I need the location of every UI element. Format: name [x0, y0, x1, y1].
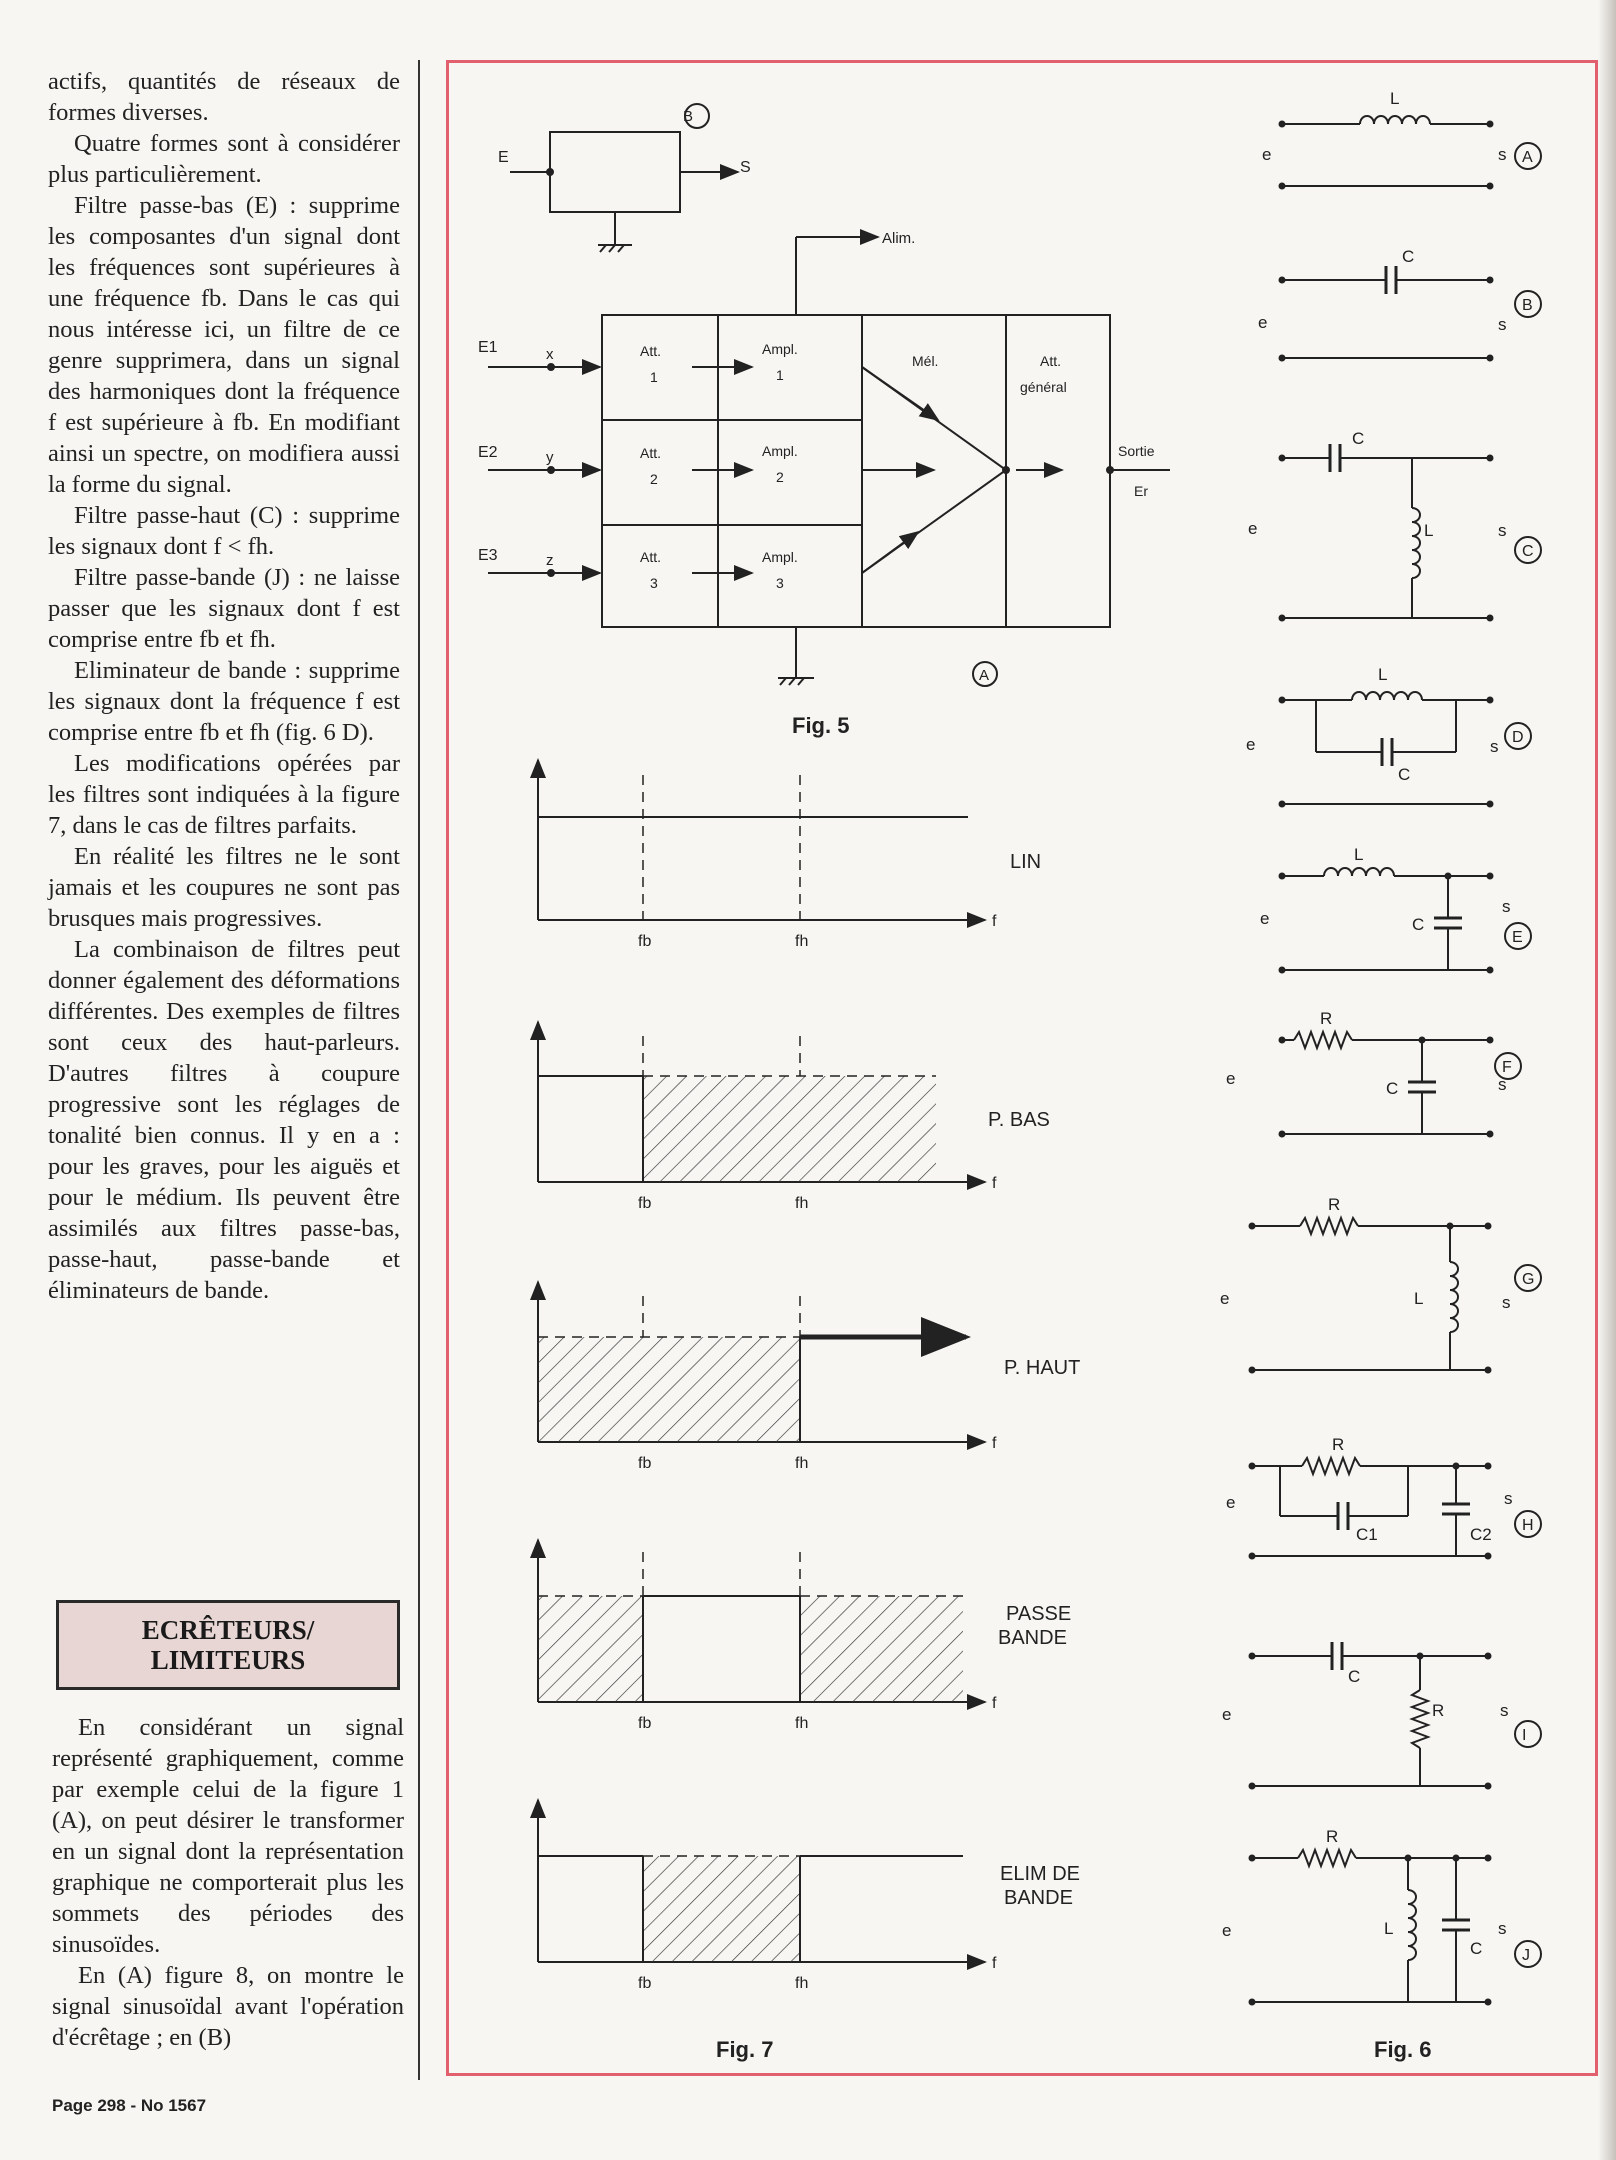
paragraph: En (A) figure 8, on montre le signal sinusoïdal avant l'opération d'écrêtage ; en (B)	[52, 1962, 404, 2051]
fig5-ampl-num: 3	[776, 575, 784, 591]
paragraph: actifs, quantités de réseaux de formes diverses.	[48, 68, 400, 126]
fig6	[1250, 116, 1542, 2005]
output-label: s	[1498, 145, 1507, 164]
fig5-ampl-num: 2	[776, 469, 784, 485]
output-label: s	[1502, 1293, 1511, 1312]
fig5-node-z: z	[546, 552, 554, 569]
paragraph: Filtre passe-haut (C) : supprime les signaux dont f < fh.	[48, 502, 400, 560]
input-label: e	[1226, 1493, 1236, 1512]
fig7	[538, 760, 985, 1962]
fig7-graph-label: P. BAS	[988, 1109, 1050, 1131]
output-label: s	[1498, 1919, 1507, 1938]
fig5-input-e1: E1	[478, 339, 498, 356]
circuit-id: B	[1522, 297, 1533, 314]
input-label: e	[1222, 1705, 1232, 1724]
component-label: C1	[1356, 1525, 1378, 1544]
output-label: s	[1498, 521, 1507, 540]
component-label: C	[1348, 1667, 1361, 1686]
circuit-e	[1280, 868, 1532, 973]
fig7-graph-label: BANDE	[1004, 1887, 1073, 1909]
circuit-id: I	[1522, 1727, 1527, 1744]
fig7-fb-label: fb	[638, 1975, 652, 1992]
fig5-input-e3: E3	[478, 547, 498, 564]
fig5-label-alim: Alim.	[882, 230, 916, 247]
component-label: R	[1432, 1701, 1445, 1720]
fig7-graph-label: BANDE	[998, 1627, 1067, 1649]
fig5-node-x: x	[546, 346, 554, 363]
circuit-b	[1280, 266, 1542, 361]
paragraph: Les modifications opérées par les filtres sont indiquées à la figure 7, dans le cas de filtres parfaits.	[48, 750, 400, 839]
paragraph: Eliminateur de bande : supprime les signaux dont la fréquence f est comprise entre fb et fh (fig. 6 D).	[48, 657, 400, 746]
component-label: C	[1412, 915, 1425, 934]
paragraph: Filtre passe-bande (J) : ne laisse passer que les signaux dont f est comprise entre fb et fh.	[48, 564, 400, 653]
fig7-fb-label: fb	[638, 933, 652, 950]
fig5-ampl-num: 1	[776, 367, 784, 383]
circuit-g	[1250, 1218, 1542, 1373]
component-label: L	[1384, 1919, 1394, 1938]
circuit-id: G	[1522, 1271, 1535, 1288]
component-label: C	[1352, 429, 1365, 448]
fig7-graph-label: P. HAUT	[1004, 1357, 1081, 1379]
output-label: s	[1498, 1075, 1507, 1094]
component-label: R	[1332, 1435, 1345, 1454]
paragraph: En considérant un signal représenté graphiquement, comme par exemple celui de la figure 1 (A), on peut désirer le transformer en un signal dont la représentation graphique ne comporterait plus les sommets des périodes des sinusoïdes.	[52, 1714, 404, 1958]
component-label: C	[1398, 765, 1411, 784]
fig7-f-label: f	[992, 1435, 997, 1452]
circuit-f	[1280, 1032, 1522, 1137]
fig5-att-label: Att.	[640, 445, 662, 461]
fig5-att-label: Att.	[640, 549, 662, 565]
circuit-id: H	[1522, 1517, 1534, 1534]
fig7-graph-label: ELIM DE	[1000, 1863, 1081, 1885]
output-label: s	[1502, 897, 1511, 916]
fig5-labels	[478, 108, 1155, 738]
fig5-label-output: S	[740, 159, 751, 176]
input-label: e	[1246, 735, 1256, 754]
component-label: L	[1354, 845, 1364, 864]
component-label: C2	[1470, 1525, 1492, 1544]
fig5-label-input: E	[498, 149, 509, 166]
output-label: s	[1498, 315, 1507, 334]
component-label: C	[1386, 1079, 1399, 1098]
section-heading-line1: ECRÊTEURS/	[141, 1615, 315, 1645]
paragraph: La combinaison de filtres peut donner également des déformations différentes. Des exemples de filtres sont ceux des haut-parleurs. D'autres filtres à coupure progressive sont les réglages de tonalité bien connus. Il y en a : pour les graves, pour les aiguës et pour le médium. Ils peuvent être assimilés aux filtres passe-bas, passe-haut, passe-bande et éliminateurs de bande.	[48, 936, 400, 1304]
output-label: s	[1504, 1489, 1513, 1508]
input-label: e	[1262, 145, 1272, 164]
input-label: e	[1220, 1289, 1230, 1308]
page-footer: Page 298 - No 1567	[52, 2096, 207, 2115]
fig5-ampl-label: Ampl.	[762, 549, 798, 565]
circuit-id: D	[1512, 729, 1524, 746]
input-label: e	[1226, 1069, 1236, 1088]
fig5-mixer-label: Mél.	[912, 353, 939, 369]
circuit-id: C	[1522, 543, 1534, 560]
fig5-att-num: 3	[650, 575, 658, 591]
paragraph: En réalité les filtres ne le sont jamais et les coupures ne sont pas brusques mais progressives.	[48, 843, 400, 932]
fig7-fh-label: fh	[795, 1455, 809, 1472]
fig7-fb-label: fb	[638, 1455, 652, 1472]
component-label: R	[1328, 1195, 1341, 1214]
component-label: L	[1424, 521, 1434, 540]
component-label: C	[1470, 1939, 1483, 1958]
fig5-output-label: Er	[1134, 483, 1148, 499]
fig7-fh-label: fh	[795, 933, 809, 950]
fig5-general-att: général	[1020, 379, 1067, 395]
paragraph: Quatre formes sont à considérer plus particulièrement.	[48, 130, 400, 188]
component-label: R	[1326, 1827, 1339, 1846]
component-label: C	[1402, 247, 1415, 266]
circuit-id: E	[1512, 929, 1523, 946]
fig5-node-y: y	[546, 449, 554, 466]
fig5-att-label: Att.	[640, 343, 662, 359]
fig5-att-num: 2	[650, 471, 658, 487]
fig5-marker-b: B	[683, 108, 694, 125]
fig5-att-num: 1	[650, 369, 658, 385]
fig7-fb-label: fb	[638, 1195, 652, 1212]
circuit-id: F	[1502, 1059, 1512, 1076]
component-label: R	[1320, 1009, 1333, 1028]
fig7-f-label: f	[992, 913, 997, 930]
fig5	[488, 104, 1170, 686]
component-label: L	[1414, 1289, 1424, 1308]
fig7-fb-label: fb	[638, 1715, 652, 1732]
circuit-id: A	[1522, 149, 1533, 166]
component-label: L	[1390, 89, 1400, 108]
fig7-fh-label: fh	[795, 1195, 809, 1212]
input-label: e	[1260, 909, 1270, 928]
fig6-caption: Fig. 6	[1374, 2037, 1432, 2062]
output-label: s	[1490, 737, 1499, 756]
output-label: s	[1500, 1701, 1509, 1720]
component-label: L	[1378, 665, 1388, 684]
fig5-general-att: Att.	[1040, 353, 1062, 369]
circuit-i	[1250, 1642, 1542, 1789]
fig6-labels	[1220, 89, 1534, 2062]
fig5-marker-a: A	[979, 667, 990, 684]
fig7-graph-label: LIN	[1010, 851, 1042, 873]
circuit-h	[1250, 1458, 1542, 1559]
fig5-caption: Fig. 5	[792, 713, 850, 738]
input-label: e	[1222, 1921, 1232, 1940]
circuit-id: J	[1522, 1947, 1530, 1964]
fig7-f-label: f	[992, 1955, 997, 1972]
input-label: e	[1258, 313, 1268, 332]
fig7-f-label: f	[992, 1695, 997, 1712]
fig7-caption: Fig. 7	[716, 2037, 774, 2062]
fig5-input-e2: E2	[478, 444, 498, 461]
fig5-ampl-label: Ampl.	[762, 443, 798, 459]
fig7-graph-label: PASSE	[1006, 1603, 1072, 1625]
input-label: e	[1248, 519, 1258, 538]
section-heading-line2: LIMITEURS	[150, 1645, 306, 1675]
paragraph: Filtre passe-bas (E) : supprime les composantes d'un signal dont les fréquences sont supérieures à une fréquence fb. Dans le cas qui nous intéresse ici, un filtre de ce genre supprimera, dans un signal des harmoniques dont la fréquence f est supérieure à fb. En modifiant ainsi un spectre, on modifiera aussi la forme du signal.	[48, 192, 400, 498]
fig5-output-label: Sortie	[1118, 443, 1155, 459]
fig7-fh-label: fh	[795, 1975, 809, 1992]
fig7-fh-label: fh	[795, 1715, 809, 1732]
fig5-ampl-label: Ampl.	[762, 341, 798, 357]
fig7-f-label: f	[992, 1175, 997, 1192]
